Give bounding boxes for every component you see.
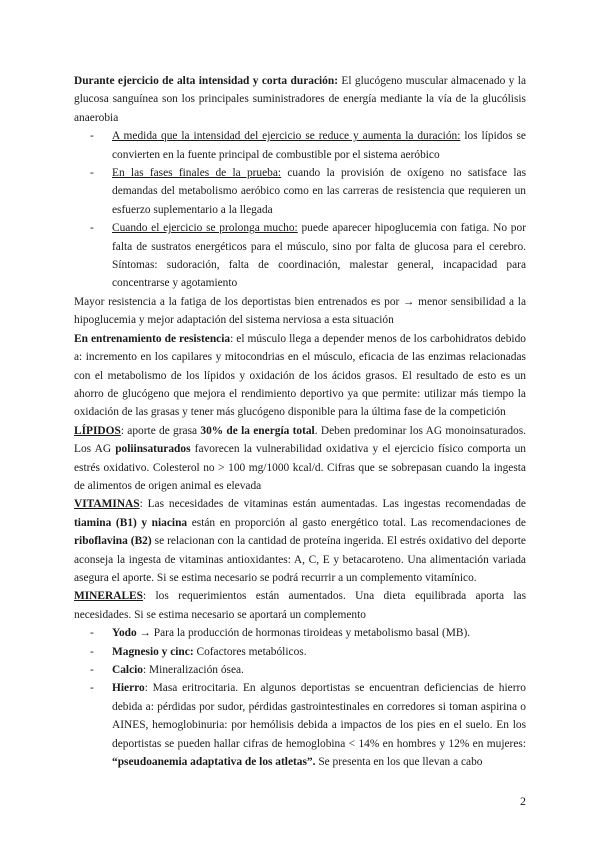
list-item-head: En las fases finales de la prueba: [112, 167, 282, 180]
list-item-text: cuando la provisión de oxígeno no satisface las demandas del metabolismo aeróbico como en las carreras de resistencia que requieren un esfuerzo suplementario a la llegada [112, 167, 526, 216]
page-number: 2 [520, 794, 526, 808]
list-item [112, 643, 526, 661]
minerals-text: : los requerimientos están aumentados. Una dieta equilibrada aporta las necesidades. Si se estima necesario se aportará un complemento [74, 590, 526, 621]
vitamins-text-2: están en proporción al gasto energético total. Las recomendaciones de [187, 516, 526, 529]
intro-text: El glucógeno muscular almacenado y la glucosa sanguínea son los principales suministradores de energía mediante la vía de la glucólisis anaerobia [74, 75, 526, 124]
lipids-text-1: : aporte de grasa [120, 424, 201, 437]
lipids-bold-1: 30% de la energía total [200, 424, 315, 437]
list-item [112, 624, 526, 642]
vitamins-text-3: se relacionan con la cantidad de proteína ingerida. El estrés oxidativo del deporte aconseja la ingesta de vitaminas antioxidantes: A, C, E y betacaroteno. Una alimentación variada asegura el aporte. Si se estima necesario se podrá recurrir a un complemento vitamínico. [74, 535, 526, 584]
lipids-text-3: favorecen la vulnerabilidad oxidativa y el ejercicio físico comporta un estrés oxidativo. Colesterol no > 100 mg/1000 kcal/d. Cifras que se sobrepasan cuando la ingesta de alimentos de origen animal es elevada [74, 443, 526, 492]
list-item-text: → Para la producción de hormonas tiroideas y metabolismo basal (MB). [136, 627, 471, 640]
intro-lead: Durante ejercicio de alta intensidad y corta duración: [74, 75, 338, 87]
list-item [112, 127, 526, 164]
minerals-list [74, 624, 526, 771]
list-item [112, 661, 526, 679]
vitamins-bold-1: tiamina (B1) y niacina [74, 516, 188, 529]
vitamins-paragraph [74, 495, 526, 587]
list-item-head: Calcio [112, 664, 144, 676]
lipids-text-2: . Deben predominar los AG monoinsaturados. Los AG [74, 424, 526, 456]
list-item-text: : Masa eritrocitaria. En algunos deportistas se encuentran deficiencias de hierro debida a: pérdidas por sudor, pérdidas gastrointestinales en corredores si toman aspirina o AINES, hemoglobinuria: por hemólisis debida a impactos de los pies en el suelo. En los deportistas se pueden hallar cifras de hemoglobina < 14% en hombres y 12% en mujeres: [112, 682, 526, 750]
lipids-paragraph [74, 422, 526, 496]
list-item-text: Cofactores metabólicos. [193, 645, 307, 658]
training-lead: En entrenamiento de resistencia [74, 332, 231, 345]
vitamins-bold-2: riboflavina (B2) [74, 535, 152, 548]
list-item-text: los lípidos se convierten en la fuente principal de combustible por el sistema aeróbico [112, 130, 526, 161]
page-content [74, 72, 526, 771]
list-item [112, 219, 526, 293]
list-item [112, 164, 526, 219]
list-item-text: : Mineralización ósea. [143, 664, 244, 676]
lipids-heading: LÍPIDOS [74, 424, 121, 437]
training-text: : el músculo llega a depender menos de los carbohidratos debido a: incremento en los capilares y mitocondrias en el músculo, eficacia de las enzimas relacionadas con el metabolismo de los lípidos y oxidación de los ácidos grasos. El resultado de esto es un ahorro de glucógeno que mejora el rendimiento deportivo ya que permite: utilizar más tiempo la oxidación de las grasas y tener más glucógeno disponible para la última fase de la competición [74, 332, 526, 419]
vitamins-text-1: : Las necesidades de vitaminas están aumentadas. Las ingestas recomendadas de [139, 498, 526, 511]
list-item-head: Cuando el ejercicio se prolonga mucho: [112, 222, 298, 235]
list-item-text: puede aparecer hipoglucemia con fatiga. No por falta de sustratos energéticos para el músculo, sino por falta de glucosa para el cerebro. Síntomas: sudoración, falta de coordinación, malestar general, incapacidad para concentrarse y agotamiento [112, 222, 526, 290]
list-item-tail: Se presenta en los que llevan a cabo [315, 756, 483, 769]
list-item-bold: “pseudoanemia adaptativa de los atletas”. [112, 756, 316, 769]
list-item-head: A medida que la intensidad del ejercicio se reduce y aumenta la duración: [112, 130, 461, 143]
minerals-paragraph [74, 587, 526, 624]
training-paragraph [74, 330, 526, 422]
list-item [112, 679, 526, 771]
lipids-bold-2: poliinsaturados [115, 443, 191, 456]
minerals-heading: MINERALES [74, 590, 143, 603]
vitamins-heading: VITAMINAS [74, 498, 140, 511]
intro-paragraph [74, 72, 526, 127]
list-item-head: Yodo [112, 627, 137, 640]
list-item-head: Hierro [112, 682, 145, 695]
energy-phases-list [74, 127, 526, 293]
list-item-head: Magnesio y cinc: [112, 645, 194, 658]
resistance-paragraph: Mayor resistencia a la fatiga de los deportistas bien entrenados es por → menor sensibilidad a la hipoglucemia y mejor adaptación del sistema nerviosa a esta situación [74, 295, 526, 327]
